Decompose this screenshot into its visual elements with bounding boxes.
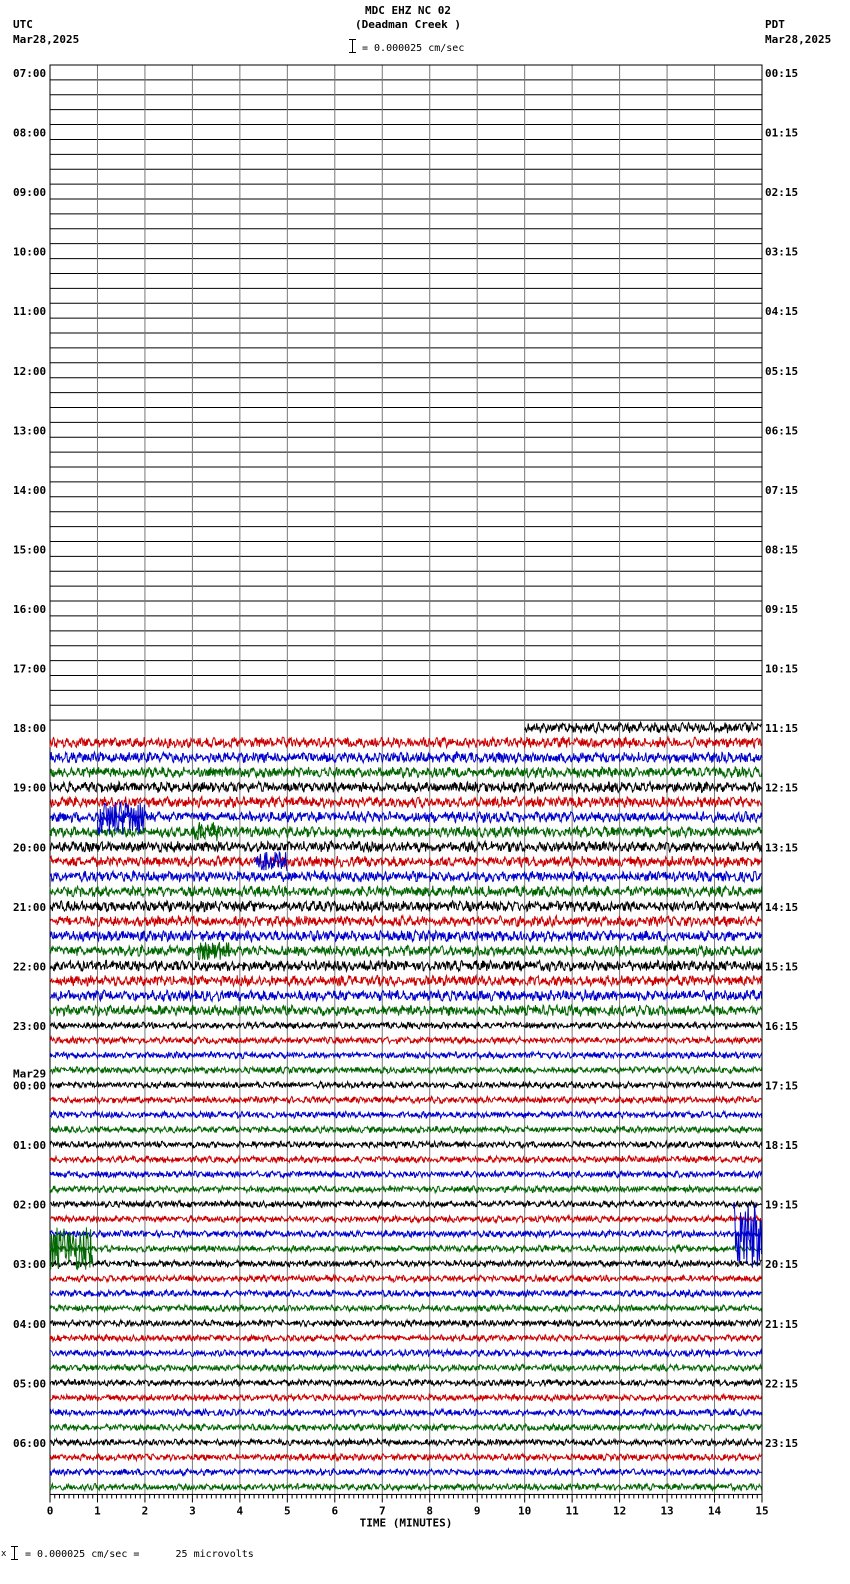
trace-row-46 xyxy=(50,752,762,763)
pdt-time-label: 09:15 xyxy=(765,603,799,617)
trace-row-74 xyxy=(50,1171,762,1178)
utc-time-label: 16:00 xyxy=(13,603,47,617)
x-tick-label: 12 xyxy=(612,1504,627,1518)
date-change-label: Mar29 xyxy=(13,1067,47,1081)
utc-time-label: 07:00 xyxy=(13,67,47,80)
trace-row-89 xyxy=(50,1394,762,1401)
pdt-time-label: 21:15 xyxy=(765,1317,799,1331)
station-title: MDC EHZ NC 02 xyxy=(364,4,452,17)
trace-row-53 xyxy=(50,856,762,867)
trace-row-61 xyxy=(50,975,762,986)
x-tick-label: 0 xyxy=(46,1504,54,1518)
utc-time-label: 00:00 xyxy=(13,1079,47,1093)
trace-row-77 xyxy=(50,1216,762,1223)
trace-row-87 xyxy=(50,1364,762,1371)
trace-row-47 xyxy=(50,767,762,778)
scale-label: = 0.000025 cm/sec xyxy=(362,43,465,54)
x-tick-label: 13 xyxy=(660,1504,674,1518)
utc-time-label: 06:00 xyxy=(13,1436,47,1450)
trace-row-50 xyxy=(50,811,762,822)
trace-row-72 xyxy=(50,1141,762,1148)
trace-row-80 xyxy=(50,1260,762,1267)
left-date: Mar28,2025 xyxy=(13,33,80,46)
trace-row-91 xyxy=(50,1424,762,1431)
x-tick-label: 6 xyxy=(331,1504,339,1518)
utc-time-label: 17:00 xyxy=(13,662,47,676)
utc-time-label: 22:00 xyxy=(13,960,47,974)
pdt-time-label: 18:15 xyxy=(765,1139,799,1153)
footer-arrow: x xyxy=(1,1549,7,1559)
trace-row-85 xyxy=(50,1335,762,1342)
utc-time-label: 13:00 xyxy=(13,424,47,438)
pdt-time-label: 20:15 xyxy=(765,1258,799,1272)
utc-time-label: 05:00 xyxy=(13,1377,47,1391)
pdt-time-label: 14:15 xyxy=(765,900,799,914)
pdt-time-label: 08:15 xyxy=(765,543,799,557)
pdt-time-label: 01:15 xyxy=(765,126,799,140)
trace-row-82 xyxy=(50,1290,762,1297)
utc-time-label: 08:00 xyxy=(13,126,47,140)
utc-time-label: 10:00 xyxy=(13,245,47,259)
trace-row-86 xyxy=(50,1350,762,1357)
site-name: (Deadman Creek ) xyxy=(355,18,461,31)
trace-row-71 xyxy=(50,1126,762,1133)
utc-time-label: 20:00 xyxy=(13,841,47,855)
trace-row-92 xyxy=(50,1439,762,1446)
pdt-time-label: 23:15 xyxy=(765,1436,799,1450)
trace-row-75 xyxy=(50,1186,762,1193)
trace-row-90 xyxy=(50,1409,762,1416)
pdt-time-label: 06:15 xyxy=(765,424,799,438)
trace-row-63 xyxy=(50,1005,762,1016)
trace-row-81 xyxy=(50,1275,762,1282)
trace-row-45 xyxy=(50,737,762,748)
trace-row-60 xyxy=(50,960,762,971)
trace-row-84 xyxy=(50,1320,762,1327)
x-tick-label: 15 xyxy=(755,1504,769,1518)
pdt-time-label: 02:15 xyxy=(765,186,799,200)
trace-row-73 xyxy=(50,1156,762,1163)
utc-time-label: 21:00 xyxy=(13,900,47,914)
utc-time-label: 14:00 xyxy=(13,483,47,497)
utc-time-label: 09:00 xyxy=(13,186,47,200)
pdt-time-label: 11:15 xyxy=(765,722,799,736)
utc-time-label: 12:00 xyxy=(13,364,47,378)
trace-row-57 xyxy=(50,916,762,927)
utc-time-label: 11:00 xyxy=(13,305,47,319)
trace-row-83 xyxy=(50,1305,762,1312)
x-tick-label: 8 xyxy=(426,1504,434,1518)
trace-row-76 xyxy=(50,1201,762,1208)
trace-row-44 xyxy=(525,722,762,733)
trace-row-59 xyxy=(50,945,762,956)
x-tick-label: 7 xyxy=(378,1504,386,1518)
x-tick-label: 2 xyxy=(141,1504,149,1518)
x-tick-label: 3 xyxy=(189,1504,196,1518)
pdt-time-label: 00:15 xyxy=(765,67,799,80)
trace-row-48 xyxy=(50,782,762,793)
footer-scale-cap-bottom xyxy=(11,1559,18,1560)
pdt-time-label: 13:15 xyxy=(765,841,799,855)
pdt-time-label: 03:15 xyxy=(765,245,799,259)
utc-time-label: 19:00 xyxy=(13,781,47,795)
trace-row-62 xyxy=(50,990,762,1001)
trace-row-79 xyxy=(50,1245,762,1252)
footer-scale-bar-icon xyxy=(14,1546,15,1560)
x-tick-label: 5 xyxy=(284,1504,291,1518)
trace-row-70 xyxy=(50,1111,762,1118)
left-timezone: UTC xyxy=(13,18,33,31)
trace-row-78 xyxy=(50,1230,762,1237)
utc-time-label: 23:00 xyxy=(13,1019,47,1033)
right-timezone: PDT xyxy=(765,18,785,31)
pdt-time-label: 16:15 xyxy=(765,1019,799,1033)
right-date: Mar28,2025 xyxy=(765,33,832,46)
utc-time-label: 04:00 xyxy=(13,1317,47,1331)
pdt-time-label: 19:15 xyxy=(765,1198,799,1212)
pdt-time-label: 04:15 xyxy=(765,305,799,319)
pdt-time-label: 17:15 xyxy=(765,1079,799,1093)
pdt-time-label: 05:15 xyxy=(765,364,799,378)
utc-time-label: 03:00 xyxy=(13,1258,47,1272)
trace-row-56 xyxy=(50,901,762,912)
x-tick-label: 4 xyxy=(236,1504,244,1518)
trace-row-68 xyxy=(50,1082,762,1089)
pdt-time-label: 12:15 xyxy=(765,781,799,795)
trace-row-52 xyxy=(50,841,762,852)
trace-row-65 xyxy=(50,1037,762,1044)
utc-time-label: 02:00 xyxy=(13,1198,47,1212)
pdt-time-label: 15:15 xyxy=(765,960,799,974)
trace-row-93 xyxy=(50,1454,762,1461)
trace-row-66 xyxy=(50,1052,762,1059)
x-tick-label: 9 xyxy=(473,1504,481,1518)
trace-row-67 xyxy=(50,1067,762,1074)
trace-row-54 xyxy=(50,871,762,882)
utc-time-label: 01:00 xyxy=(13,1139,47,1153)
x-axis-label: TIME (MINUTES) xyxy=(359,1516,453,1530)
utc-time-label: 18:00 xyxy=(13,722,47,736)
x-tick-label: 11 xyxy=(565,1504,579,1518)
trace-row-51 xyxy=(50,826,762,837)
trace-row-49 xyxy=(50,796,762,807)
trace-row-94 xyxy=(50,1469,762,1476)
trace-row-95 xyxy=(50,1484,762,1491)
x-tick-label: 14 xyxy=(707,1504,722,1518)
utc-time-label: 15:00 xyxy=(13,543,47,557)
trace-row-55 xyxy=(50,886,762,897)
trace-row-88 xyxy=(50,1379,762,1386)
x-tick-label: 10 xyxy=(518,1504,532,1518)
trace-row-69 xyxy=(50,1096,762,1103)
pdt-time-label: 07:15 xyxy=(765,483,799,497)
pdt-time-label: 10:15 xyxy=(765,662,799,676)
trace-row-64 xyxy=(50,1022,762,1029)
footer-scale-cap-top xyxy=(11,1546,18,1547)
footer-scale-note: = 0.000025 cm/sec = 25 microvolts xyxy=(25,1549,254,1560)
x-tick-label: 1 xyxy=(94,1504,101,1518)
pdt-time-label: 22:15 xyxy=(765,1377,799,1391)
trace-row-58 xyxy=(50,931,762,942)
